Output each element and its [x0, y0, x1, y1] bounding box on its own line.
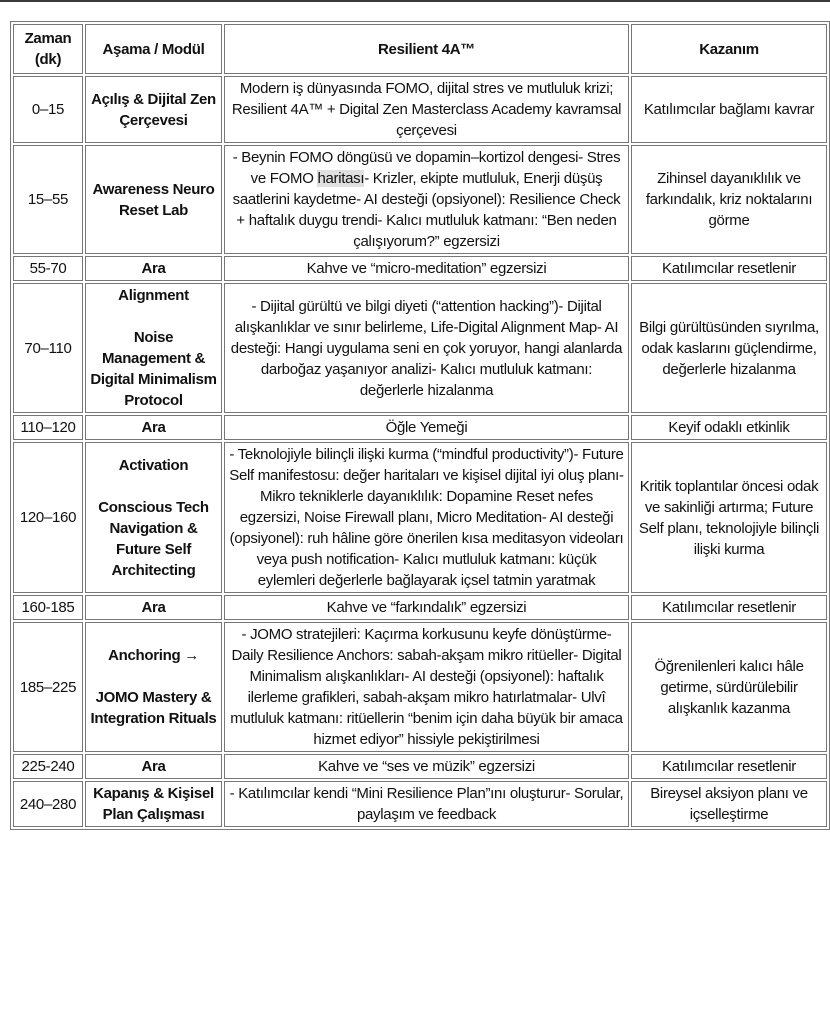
- cell-module: [85, 76, 222, 143]
- module-title: JOMO Mastery & Integration Rituals: [90, 689, 217, 727]
- cell-module: [85, 622, 222, 752]
- cell-time: 120–160: [13, 442, 83, 593]
- cell-content: Kahve ve “ses ve müzik” egzersizi: [224, 754, 629, 779]
- module-phase: Anchoring →: [108, 647, 199, 664]
- cell-module: [85, 283, 222, 413]
- header-module: Aşama / Modül: [85, 24, 222, 74]
- cell-content: - Teknolojiyle bilinçli ilişki kurma (“mindful productivity”)- Future Self manifestosu: değer haritaları ve kişisel dijital iyi oluş planı- Mikro tekniklerle dayanıklılık: Dopamine Reset nefes egzersizi, Noise Firewall planı, Micro Meditation- AI desteği (opsiyonel): ruh hâline göre önerilen kısa meditasyon videoları veya push notification- Kalıcı mutluluk katmanı: küçük eylemleri değerlerle bağlayarak içsel tatmin yaratmak: [224, 442, 629, 593]
- cell-content: Modern iş dünyasında FOMO, dijital stres ve mutluluk krizi; Resilient 4A™ + Digital Zen Masterclass Academy kavramsal çerçevesi: [224, 76, 629, 143]
- module-title: Kapanış & Kişisel Plan Çalışması: [93, 785, 214, 823]
- table-header-row: [13, 24, 827, 74]
- module-title: Ara: [141, 758, 166, 775]
- table-row: [13, 145, 827, 254]
- table-row: [13, 754, 827, 779]
- top-divider: [0, 0, 830, 2]
- content-text: - Beynin FOMO döngüsü ve dopamin–kortizol dengesi- Stres ve FOMO: [232, 149, 621, 187]
- cell-time: 70–110: [13, 283, 83, 413]
- cell-content: - Dijital gürültü ve bilgi diyeti (“attention hacking”)- Dijital alışkanlıklar ve sınır belirleme, Life-Digital Alignment Map- AI desteği: Hangi uygulama seni en çok yoruyor, hangi alanlarda darboğaz yaşanıyor analizi- Kalıcı mutluluk katmanı: değerlerle hizalanma: [224, 283, 629, 413]
- table-row: [13, 283, 827, 413]
- table-row: [13, 256, 827, 281]
- cell-module: [85, 595, 222, 620]
- cell-module: [85, 145, 222, 254]
- module-title: Ara: [141, 260, 166, 277]
- cell-time: 225-240: [13, 754, 83, 779]
- cell-content: - JOMO stratejileri: Kaçırma korkusunu keyfe dönüştürme- Daily Resilience Anchors: sabah-akşam mikro ritüeller- Digital Minimalism alışkanlıkları- AI desteği (opsiyonel): haftalık ilerleme grafikleri, sabah-akşam mikro hatırlatmalar- Ulvî mutluluk katmanı: ritüellerin “benim için daha büyük bir amaca hizmet ediyor” hissiyle pekiştirilmesi: [224, 622, 629, 752]
- module-phase: Alignment: [118, 287, 189, 304]
- cell-module: [85, 442, 222, 593]
- cell-outcome: Keyif odaklı etkinlik: [631, 415, 827, 440]
- table-row: [13, 781, 827, 827]
- highlighted-text[interactable]: haritası: [317, 170, 365, 187]
- table-row: [13, 622, 827, 752]
- header-time: Zaman (dk): [13, 24, 83, 74]
- agenda-table: [10, 21, 830, 830]
- cell-time: 160-185: [13, 595, 83, 620]
- cell-outcome: Katılımcılar resetlenir: [631, 754, 827, 779]
- cell-time: 110–120: [13, 415, 83, 440]
- cell-time: 15–55: [13, 145, 83, 254]
- module-title: Açılış & Dijital Zen Çerçevesi: [91, 90, 216, 129]
- content-text: - Krizler, ekipte mutluluk, Enerji düşüş saatlerini kaydetme- AI desteği (opsiyonel): Resilience Check + haftalık duygu trendi- Kalıcı mutluluk katmanı: “Ben neden çalışıyorum?” egzersizi: [232, 170, 621, 250]
- module-title: Awareness Neuro Reset Lab: [92, 180, 215, 219]
- header-content: Resilient 4A™: [224, 24, 629, 74]
- cell-outcome: Bireysel aksiyon planı ve içselleştirme: [631, 781, 827, 827]
- cell-outcome: Öğrenilenleri kalıcı hâle getirme, sürdürülebilir alışkanlık kazanma: [631, 622, 827, 752]
- cell-time: 240–280: [13, 781, 83, 827]
- cell-outcome: Zihinsel dayanıklılık ve farkındalık, kriz noktalarını görme: [631, 145, 827, 254]
- cell-outcome: Katılımcılar bağlamı kavrar: [631, 76, 827, 143]
- cell-module: [85, 415, 222, 440]
- table-row: [13, 595, 827, 620]
- cell-time: 0–15: [13, 76, 83, 143]
- module-title: Noise Management & Digital Minimalism Protocol: [90, 329, 217, 409]
- table-row: [13, 442, 827, 593]
- cell-outcome: Katılımcılar resetlenir: [631, 256, 827, 281]
- module-title: Ara: [141, 599, 166, 616]
- cell-content: Kahve ve “micro-meditation” egzersizi: [224, 256, 629, 281]
- cell-outcome: Kritik toplantılar öncesi odak ve sakinliği artırma; Future Self planı, teknolojiyle bilinçli ilişki kurma: [631, 442, 827, 593]
- cell-content: - Katılımcılar kendi “Mini Resilience Plan”ını oluşturur- Sorular, paylaşım ve feedback: [224, 781, 629, 827]
- module-title: Ara: [141, 419, 166, 436]
- cell-time: 55-70: [13, 256, 83, 281]
- cell-time: 185–225: [13, 622, 83, 752]
- cell-content: Kahve ve “farkındalık” egzersizi: [224, 595, 629, 620]
- cell-module: [85, 256, 222, 281]
- table-row: [13, 76, 827, 143]
- cell-content: Öğle Yemeği: [224, 415, 629, 440]
- cell-outcome: Bilgi gürültüsünden sıyrılma, odak kaslarını güçlendirme, değerlerle hizalanma: [631, 283, 827, 413]
- cell-content: [224, 145, 629, 254]
- cell-module: [85, 781, 222, 827]
- agenda-table-container: [10, 21, 828, 830]
- cell-outcome: Katılımcılar resetlenir: [631, 595, 827, 620]
- module-phase: Activation: [118, 456, 189, 474]
- table-row: [13, 415, 827, 440]
- cell-module: [85, 754, 222, 779]
- header-outcome: Kazanım: [631, 24, 827, 74]
- module-title: Conscious Tech Navigation & Future Self Architecting: [98, 498, 209, 579]
